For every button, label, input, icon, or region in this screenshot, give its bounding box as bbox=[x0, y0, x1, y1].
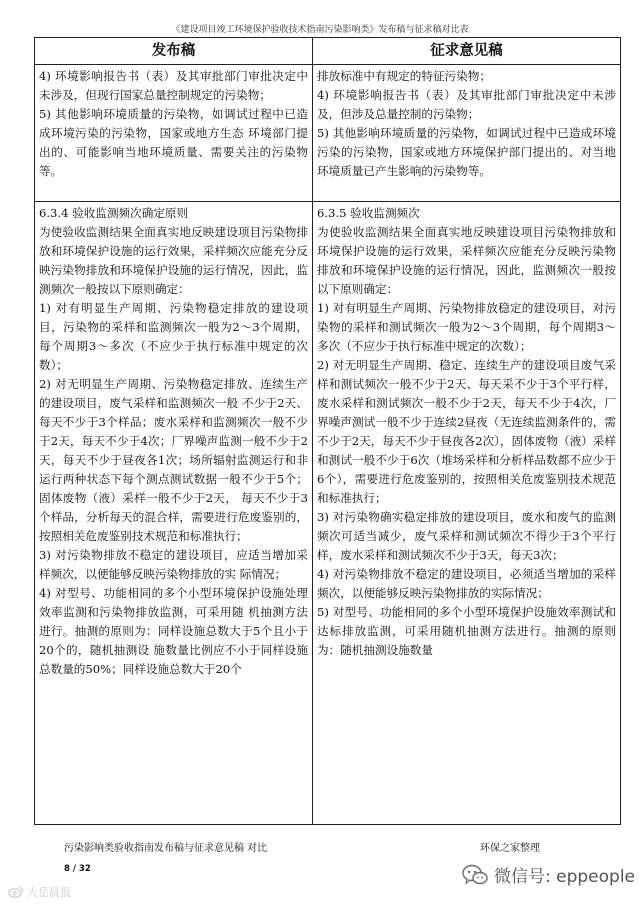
left-cell bbox=[35, 202, 313, 825]
paragraph: 2) 对无明显生产周期、稳定、连续生产的建设项目废气采样和测试频次一般不少于2天、每天采不少于3个平行样，废水采样和测试频次一般不少于2天，每天不少于4次，厂界噪声测试一般不少于连续2昼夜（无连续监测条件的，需不少于2天，每天不少于昼夜各2次），固体废物（液）采样和测试一般不少于6次（堆场采样和分析样品数都不应少于6个），需要进行危废鉴别的，按照相关危废鉴别技术规范和标准执行； bbox=[317, 358, 616, 505]
paragraph: 3) 对污染物排放不稳定的建设项目，应适当增加采样频次，以便能够反映污染物排放的实 际情况； bbox=[39, 548, 308, 581]
paragraph: 2) 对无明显生产周期、污染物稳定排放、连续生产的建设项目，废气采样和监测频次一般 不少于2天、每天不少于3个样品；废水采样和监测频次一般不少于2天，每天不少于4次；厂界噪声监测一般不少于2天，每天不少于昼夜各1次；场所辐射监测运行和非 运行两种状态下每个测点测试数据一般不少于5个；固体废物（液）采样一般不少于2天， 每天不少于3个样品，分析每天的混合样，需要进行危废鉴别的，按照相关危废鉴别技术规范和标准执行； bbox=[39, 377, 308, 543]
table-row bbox=[35, 65, 621, 202]
paragraph: 5) 对型号、功能相同的多个小型环境保护设施效率测试和达标排放监测，可采用随机抽测方法进行。抽测的原则为：随机抽测设施数量 bbox=[317, 605, 616, 657]
paragraph: 1) 对有明显生产周期、污染物稳定排放的建设项目，污染物的采样和监测频次一般为2～3个周期，每个周期3～多次（不应少于执行标准中规定的次数）； bbox=[39, 301, 308, 372]
watermark-right bbox=[462, 862, 635, 887]
paragraph: 5) 其他影响环境质量的污染物，如调试过程中已造成环境污染的污染物，国家或地方环境保护部门提出的、对当地环境质量已产生影响的污染物等。 bbox=[317, 126, 616, 178]
paragraph: 1) 对有明显生产周期、污染物排放稳定的建设项目，对污染物的采样和测试频次一般为2～3个周期，每个周期3～多次（不应少于执行标准中规定的次数）； bbox=[317, 301, 616, 353]
paragraph: 5) 其他影响环境质量的污染物，如调试过程中已造成环境污染的污染物，国家或地方生态 环境部门提出的、可能影响当地环境质量、需要关注的污染物等。 bbox=[39, 107, 308, 178]
right-cell bbox=[313, 202, 621, 825]
wechat-logo-icon bbox=[462, 864, 488, 886]
right-column-header: 征求意见稿 bbox=[313, 38, 621, 65]
watermark-left-text: 大岳晨报 bbox=[27, 886, 71, 899]
left-column-header: 发布稿 bbox=[35, 38, 313, 65]
document-header: 《建设项目竣工环境保护验收技术指南污染影响类》发布稿与征求稿对比表 bbox=[171, 25, 469, 35]
section-heading: 6.3.4 验收监测频次确定原则 bbox=[39, 206, 189, 220]
paragraph: 为使验收监测结果全面真实地反映建设项目污染物排放和环境保护设施的运行效果，采样频次应能充分反映污染物排放和环境保护设施的运行情况，因此，监测频次一般按以下原则确定： bbox=[39, 225, 308, 296]
paragraph: 4) 环境影响报告书（表）及其审批部门审批决定中未涉及，但涉及总量控制的污染物； bbox=[317, 88, 616, 121]
paragraph: 排放标准中有规定的特征污染物； bbox=[317, 69, 491, 83]
comparison-table bbox=[34, 37, 621, 825]
footer-right-text: 环保之家整理 bbox=[480, 843, 540, 854]
table-header-row bbox=[35, 38, 621, 65]
watermark-left bbox=[8, 884, 71, 900]
watermark-right-text: 微信号: eppeople bbox=[494, 867, 636, 887]
paragraph: 为使验收监测结果全面真实地反映建设项目污染物排放和环境保护设施的运行效果，采样频次应能充分反映污染物排放和环境保护设施的运行情况，因此，监测频次一般按以下原则确定： bbox=[317, 225, 616, 296]
paragraph: 3) 对污染物确实稳定排放的建设项目，废水和废气的监测频次可适当减少，废气采样和测试频次不得少于3个平行样，废水采样和测试频次不少于3天，每天3次； bbox=[317, 510, 616, 562]
left-cell bbox=[35, 65, 313, 202]
section-heading: 6.3.5 验收监测频次 bbox=[317, 206, 420, 220]
table-row bbox=[35, 202, 621, 825]
right-cell bbox=[313, 65, 621, 202]
paragraph: 4) 对污染物排放不稳定的建设项目，必须适当增加的采样频次，以便能够反映污染物排放的实际情况； bbox=[317, 567, 616, 600]
footer-left-text: 污染影响类验收指南发布稿与征求意见稿 对比 bbox=[64, 843, 268, 854]
paragraph: 4) 对型号、功能相同的多个小型环境保护设施处理效率监测和污染物排放监测，可采用随 机抽测方法进行。抽测的原则为：同样设施总数大于5个且小于20个的，随机抽测设 施数量比例应不小于同样设施总数量的50%；同样设施总数大于20个 bbox=[39, 586, 308, 676]
paragraph: 4) 环境影响报告书（表）及其审批部门审批决定中未涉及，但现行国家总量控制规定的污染物； bbox=[39, 69, 308, 102]
page-number: 8 / 32 bbox=[64, 864, 91, 874]
weibo-logo-icon bbox=[8, 886, 24, 898]
